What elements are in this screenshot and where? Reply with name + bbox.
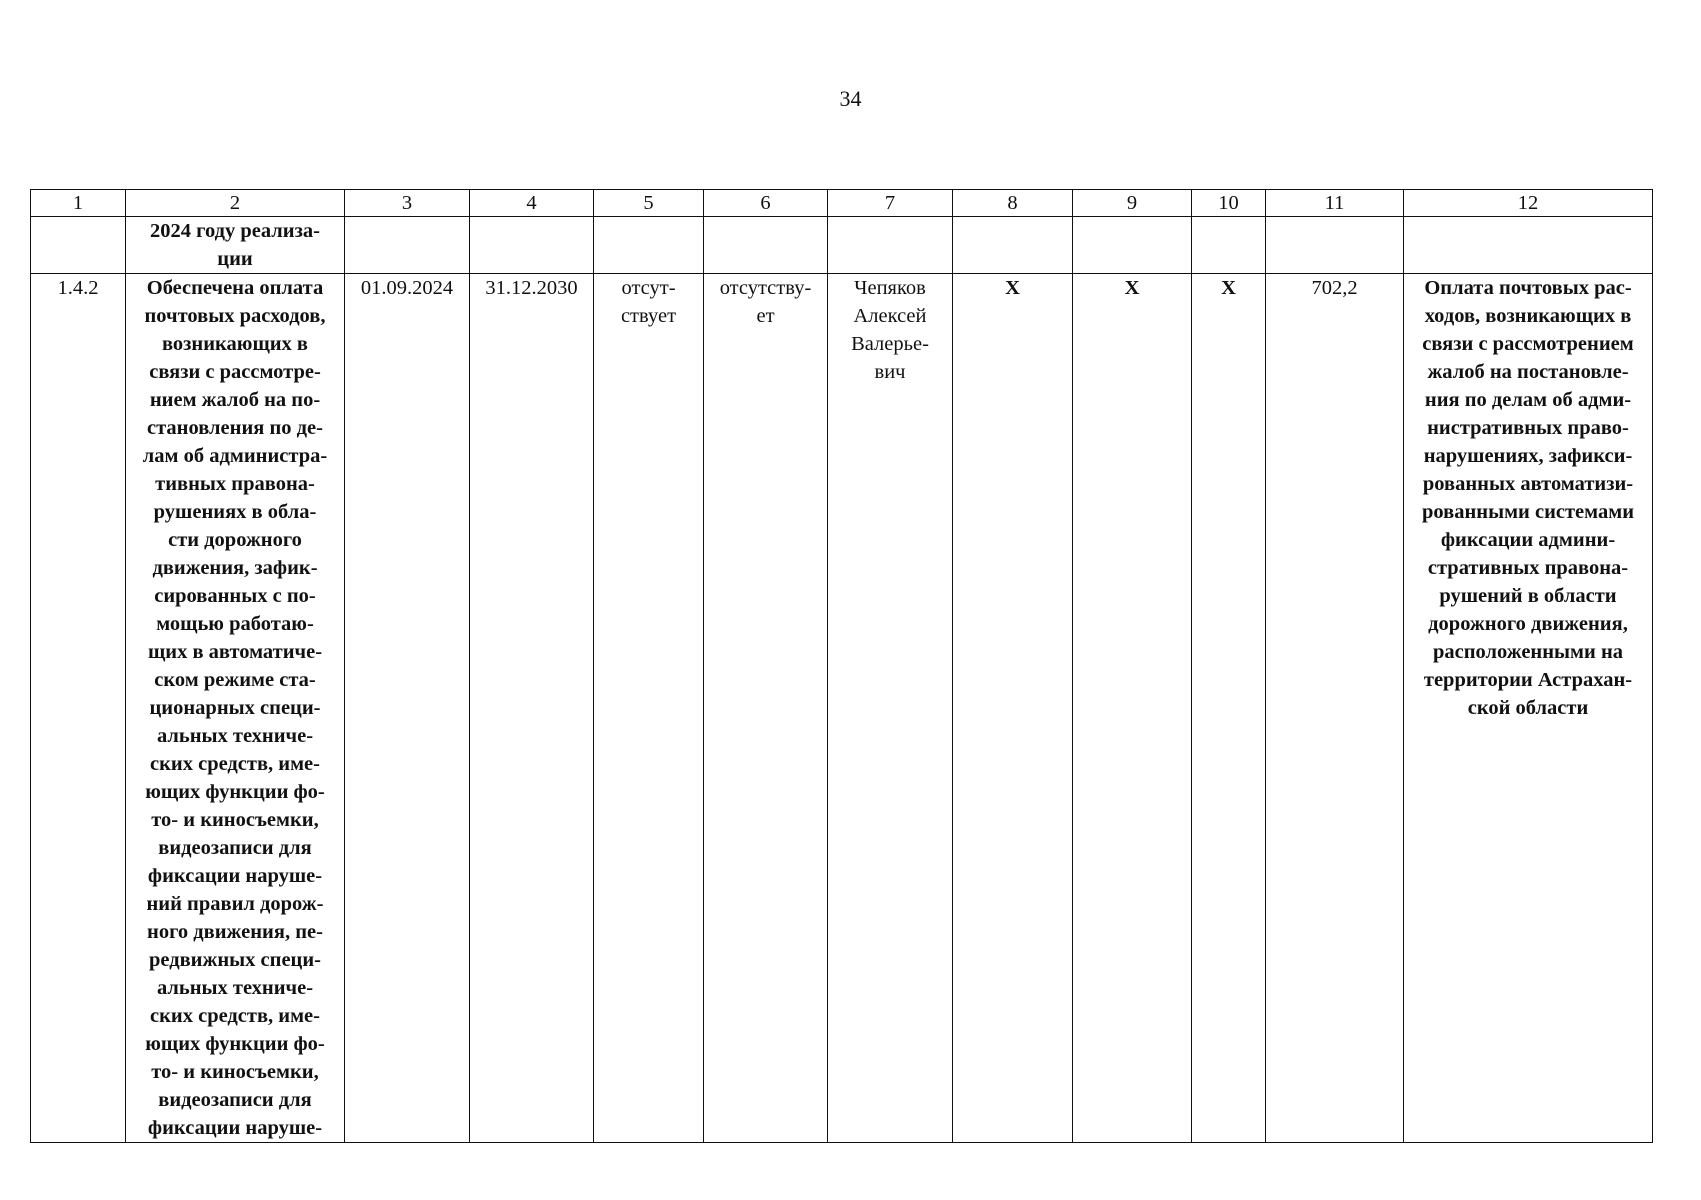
cell-end-date: 31.12.2030 [470, 274, 594, 1143]
header-cell: 8 [953, 190, 1073, 217]
header-cell: 6 [704, 190, 828, 217]
cell-amount [1266, 217, 1404, 274]
cell-col9 [1073, 217, 1192, 274]
cell-col6: отсутству- ет [704, 274, 828, 1143]
cell-col8 [953, 217, 1073, 274]
cell-amount: 702,2 [1266, 274, 1404, 1143]
cell-start-date [345, 217, 470, 274]
cell-col10 [1192, 217, 1266, 274]
program-table [30, 189, 1653, 1143]
header-cell: 10 [1192, 190, 1266, 217]
cell-end-date [470, 217, 594, 274]
cell-description: 2024 году реализа- ции [126, 217, 345, 274]
cell-col5 [594, 217, 704, 274]
cell-col9: X [1073, 274, 1192, 1143]
header-cell: 2 [126, 190, 345, 217]
page-number: 34 [839, 86, 862, 111]
cell-col6 [704, 217, 828, 274]
header-cell: 9 [1073, 190, 1192, 217]
header-cell: 4 [470, 190, 594, 217]
cell-col8: X [953, 274, 1073, 1143]
cell-responsible: Чепяков Алексей Валерье- вич [828, 274, 953, 1143]
cell-number: 1.4.2 [31, 274, 126, 1143]
header-cell: 12 [1404, 190, 1653, 217]
cell-number [31, 217, 126, 274]
header-cell: 1 [31, 190, 126, 217]
header-cell: 11 [1266, 190, 1404, 217]
column-number-row [31, 190, 1653, 217]
table-row-1-4-2 [31, 274, 1653, 1143]
cell-start-date: 01.09.2024 [345, 274, 470, 1143]
cell-description: Обеспечена оплата почтовых расходов, возникающих в связи с рассмотре- нием жалоб на по- становления по де- лам об администра- тивных правона- рушениях в обла- сти дорожного движения, зафик- сированных с по- мощью работаю- щих в автоматиче- ском режиме ста- ционарных специ- альных техниче- ских средств, име- ющих функции фо- то- и киносъемки, видеозаписи для фиксации наруше- ний правил дорож- ного движения, пе- редвижных специ- альных техниче- ских средств, име- ющих функции фо- то- и киносъемки, видеозаписи для фиксации наруше- [126, 274, 345, 1143]
header-cell: 5 [594, 190, 704, 217]
cell-col10: X [1192, 274, 1266, 1143]
cell-responsible [828, 217, 953, 274]
cell-result [1404, 217, 1653, 274]
header-cell: 3 [345, 190, 470, 217]
header-cell: 7 [828, 190, 953, 217]
cell-result: Оплата почтовых рас- ходов, возникающих в связи с рассмотрением жалоб на постановле- ния по делам об адми- нистративных право- нарушениях, зафикси- рованных автоматизи- рованными системами фиксации админи- стративных правона- рушений в области дорожного движения, расположенными на территории Астрахан- ской области [1404, 274, 1653, 1143]
cell-col5: отсут- ствует [594, 274, 704, 1143]
table-row-continuation [31, 217, 1653, 274]
